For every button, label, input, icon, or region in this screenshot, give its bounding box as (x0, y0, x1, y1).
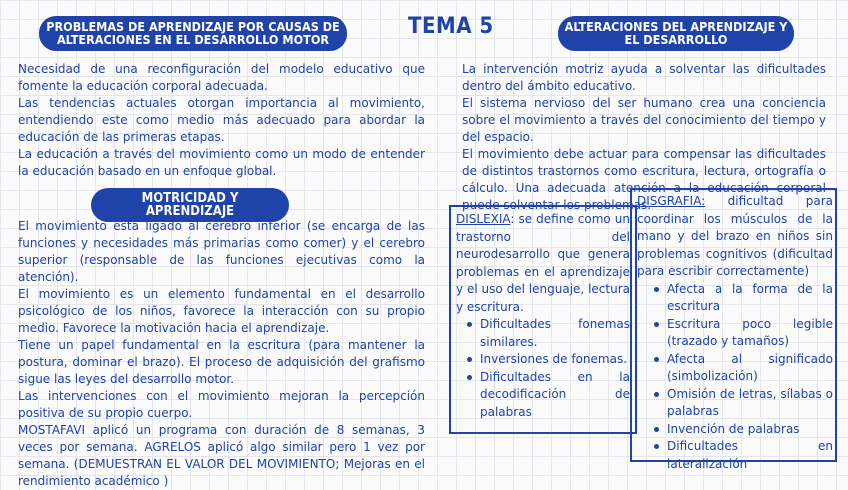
disgrafia-term: DISGRAFIA: (637, 194, 706, 208)
dislexia-term: DISLEXIA (456, 212, 511, 226)
list-item: Omisión de letras, sílabas o palabras (667, 386, 833, 421)
left-intro (18, 61, 425, 180)
left-body-paragraph: Las intervenciones con el movimiento mejoran la percepción positiva de su propio cuerpo. (18, 389, 425, 420)
dislexia-definition: : se define como un trastorno del neurodesarrollo que genera problemas en el aprendizaje y el uso del lenguaje, lectura y escritura. (456, 212, 630, 314)
list-item: Dificultades en lateralización (667, 438, 833, 473)
page-title: TEMA 5 (408, 14, 494, 39)
left-body (18, 218, 425, 490)
disgrafia-definition: dificultad para coordinar los músculos de la mano y del brazo en niños sin problemas cognitivos (dificultad para escribir correctamente) (637, 194, 833, 278)
left-intro-paragraph: Necesidad de una reconfiguración del modelo educativo que fomente la educación corporal adecuada. (18, 62, 425, 93)
list-item: Inversiones de fonemas. (480, 351, 630, 369)
left-header-line2: ALTERACIONES EN EL DESARROLLO MOTOR (56, 32, 330, 47)
list-item: Invención de palabras (667, 421, 833, 439)
left-body-paragraph: Tiene un papel fundamental en la escritura (para mantener la postura, dominar el brazo). El proceso de adquisición del grafismo sigue las leyes del desarrollo motor. (18, 338, 425, 386)
right-intro-paragraph: La intervención motriz ayuda a solventar las dificultades dentro del ámbito educativo. (462, 62, 826, 93)
list-item: Dificultades en la decodificación de palabras (480, 369, 630, 422)
list-item: Afecta al significado (simbolización) (667, 351, 833, 386)
list-item: Escritura poco legible (trazado y tamaños) (667, 316, 833, 351)
disgrafia-box (630, 188, 837, 471)
left-body-paragraph: El movimiento está ligado al cerebro inferior (se encarga de las funciones y necesidades más primarias como comer) y el cerebro superior (responsable de las funciones ejecutivas como la atención). (18, 219, 425, 284)
right-intro-paragraph: El sistema nervioso del ser humano crea una conciencia sobre el movimiento a través del conocimiento del tiempo y del espacio. (462, 96, 826, 144)
motricidad-header (92, 189, 288, 221)
right-header-line2: EL DESARROLLO (624, 32, 728, 47)
right-intro-paragraph: El movimiento debe actuar para compensar las dificultades de distintos trastornos como escritura, lectura, ortografía o cálculo. Una adecuada atención a la educación corporal puede solventar los problemas. (462, 147, 826, 212)
list-item: Dificultades fonemas similares. (480, 316, 630, 351)
right-section-header (559, 17, 793, 50)
left-intro-paragraph: Las tendencias actuales otorgan importancia al movimiento, entendiendo este como medio más adecuado para abordar la educación de las primeras etapas. (18, 96, 425, 144)
dislexia-list (456, 316, 630, 421)
list-item: Afecta a la forma de la escritura (667, 281, 833, 316)
disgrafia-list (637, 281, 833, 474)
left-body-paragraph: El movimiento es un elemento fundamental en el desarrollo psicológico de los niños, favorece la interacción con su propio medio. Favorece la motivación hacia el aprendizaje. (18, 287, 425, 335)
left-intro-paragraph: La educación a través del movimiento como un modo de entender la educación basado en un enfoque global. (18, 147, 425, 178)
left-section-header (40, 17, 346, 50)
left-body-paragraph: MOSTAFAVI aplicó un programa con duración de 8 semanas, 3 veces por semana. AGRELOS aplicó algo similar pero 1 vez por semana. (DEMUESTRAN EL VALOR DEL MOVIMIENTO; Mejoras en el rendimiento académico ) (18, 423, 425, 488)
dislexia-box (449, 205, 637, 434)
motricidad-header-text: MOTRICIDAD Y APRENDIZAJE (141, 191, 239, 219)
left-header-line1: PROBLEMAS DE APRENDIZAJE POR CAUSAS DE (46, 19, 340, 34)
dislexia-content (456, 211, 630, 421)
right-header-line1: ALTERACIONES DEL APRENDIZAJE Y (564, 19, 788, 34)
disgrafia-content (637, 193, 833, 473)
